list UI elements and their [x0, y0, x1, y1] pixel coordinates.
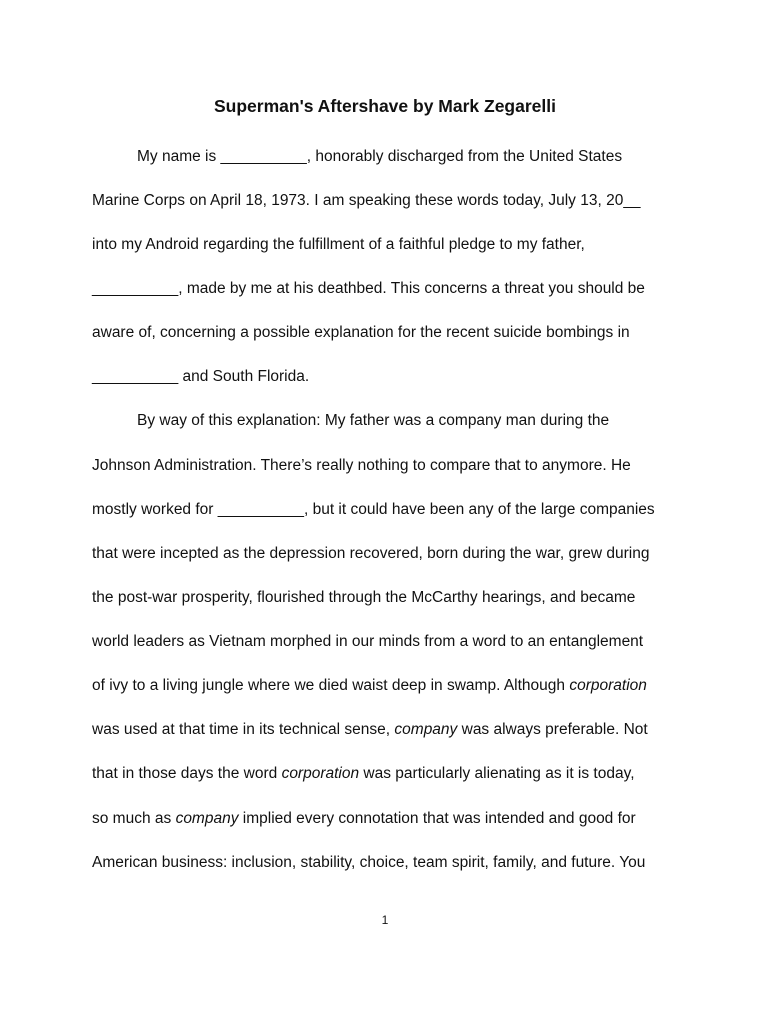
document-title: Superman's Aftershave by Mark Zegarelli: [214, 96, 556, 116]
text-line: [92, 719, 648, 741]
text-line: into my Android regarding the fulfillment of a faithful pledge to my father,: [92, 236, 585, 253]
text-line: [92, 675, 647, 697]
text-line: [92, 763, 635, 785]
text-line: world leaders as Vietnam morphed in our minds from a word to an entanglement: [92, 633, 644, 650]
italic-word: company: [394, 721, 458, 738]
text-line: mostly worked for __________, but it could have been any of the large companies: [92, 501, 655, 518]
text-segment: that in those days the word: [92, 765, 282, 782]
text-line: __________, made by me at his deathbed. This concerns a threat you should be: [92, 280, 645, 297]
text-line: that were incepted as the depression recovered, born during the war, grew during: [92, 545, 650, 562]
text-segment: was particularly alienating as it is today,: [359, 765, 635, 782]
text-segment: was used at that time in its technical sense,: [92, 721, 395, 738]
text-segment: of ivy to a living jungle where we died waist deep in swamp. Although: [92, 677, 570, 694]
page-number: 1: [381, 913, 389, 927]
italic-word: company: [175, 810, 239, 827]
text-line: the post-war prosperity, flourished through the McCarthy hearings, and became: [92, 589, 636, 606]
text-line: aware of, concerning a possible explanation for the recent suicide bombings in: [92, 324, 630, 341]
text-line: [92, 808, 636, 830]
text-line: American business: inclusion, stability, choice, team spirit, family, and future. You: [92, 854, 646, 871]
text-line: __________ and South Florida.: [92, 368, 310, 385]
text-segment: implied every connotation that was intended and good for: [238, 810, 636, 827]
text-line: My name is __________, honorably discharged from the United States: [137, 148, 623, 165]
text-line: Marine Corps on April 18, 1973. I am speaking these words today, July 13, 20__: [92, 192, 641, 209]
text-line: Johnson Administration. There’s really nothing to compare that to anymore. He: [92, 457, 631, 474]
text-segment: was always preferable. Not: [457, 721, 648, 738]
text-segment: so much as: [92, 810, 176, 827]
italic-word: corporation: [281, 765, 360, 782]
text-line: By way of this explanation: My father was a company man during the: [137, 412, 610, 429]
italic-word: corporation: [569, 677, 647, 694]
